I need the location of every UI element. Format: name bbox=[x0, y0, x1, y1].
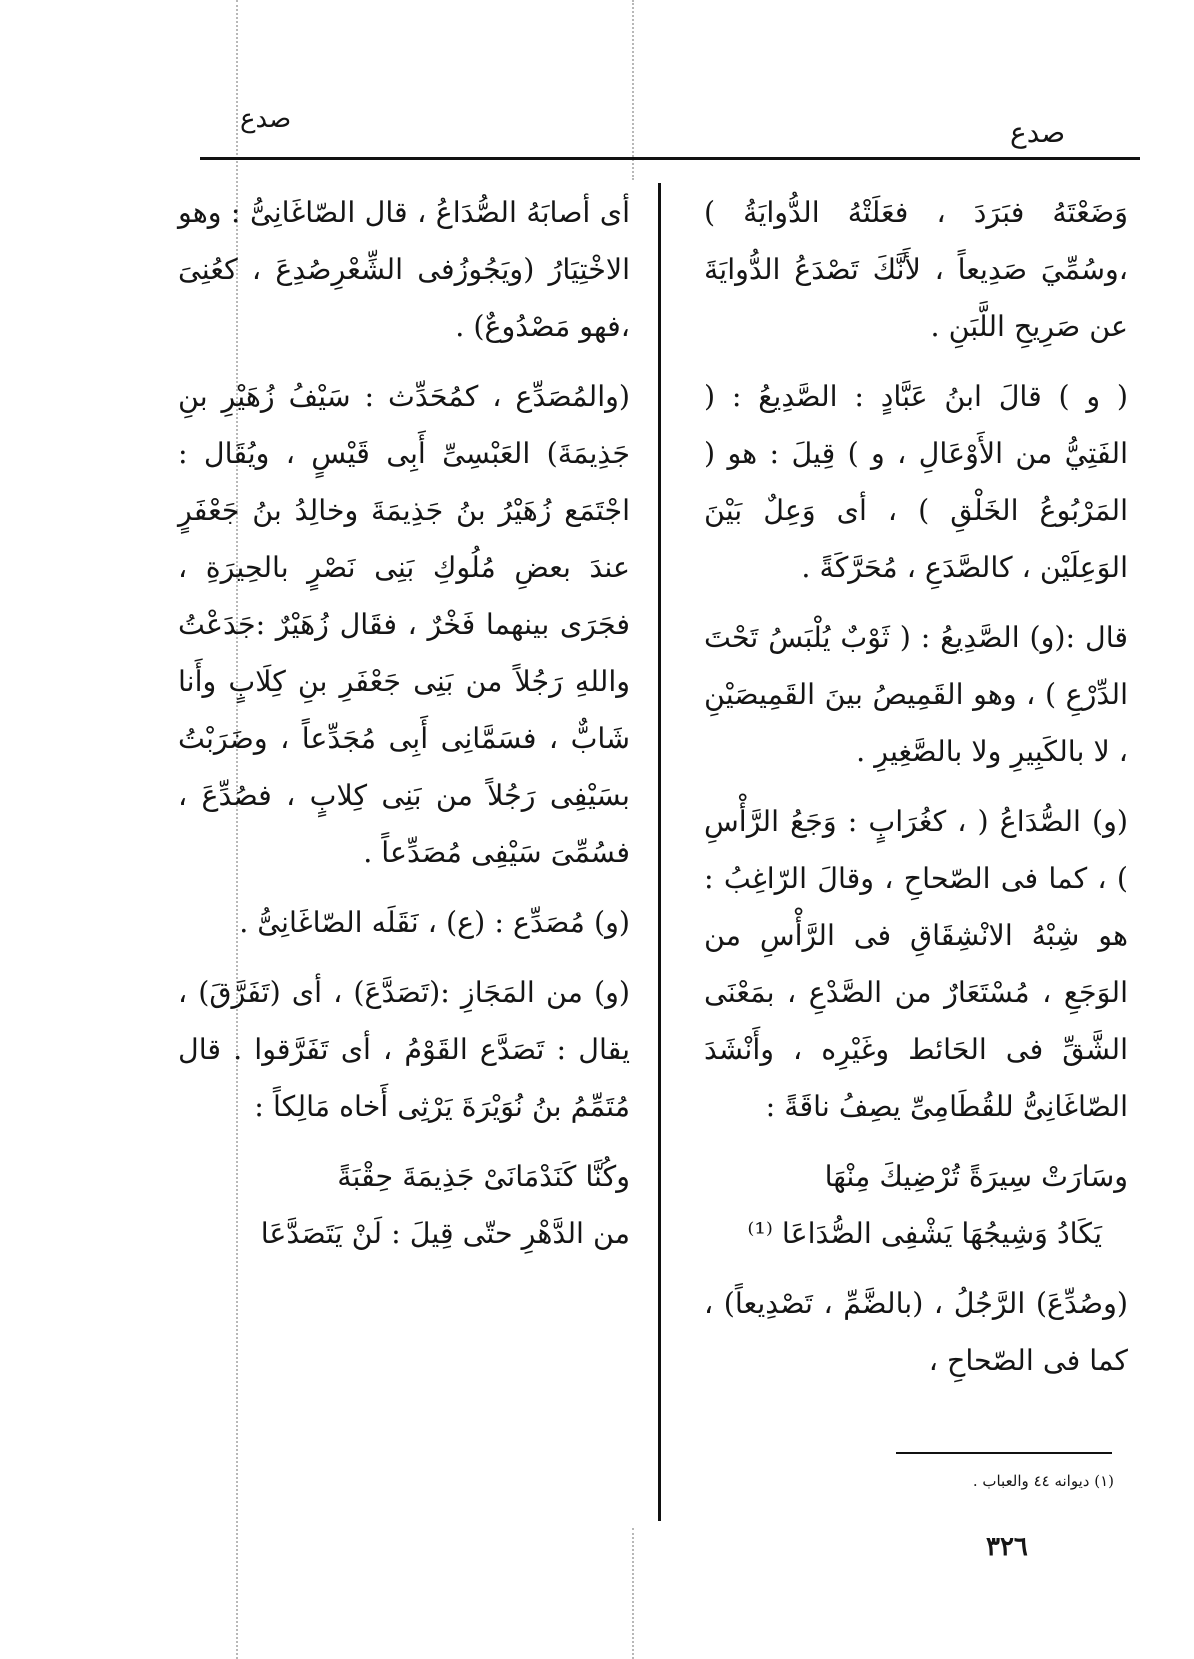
entry-paragraph: (والمُصَدِّع ، كمُحَدِّث : سَيْفُ زُهَيْرِ بنِ جَذِيمَةَ) العَبْسِىِّ أَبِى قَيْسٍ ، ويُقَال : اجْتَمَع زُهَيْرُ بنُ جَذِيمَةَ وخالِدُ بنُ جَعْفَرٍ عندَ بعضِ مُلُوكِ بَنِى نَصْرٍ بالحِيرَةِ ، فجَرَى بينهما فَخْرٌ ، فقَال زُهَيْرٌ :جَدَعْتُ واللهِ رَجُلاً من بَنِى جَعْفَرِ بنِ كِلَابٍ وأَنا شَابٌّ ، فسَمَّانِى أَبِى مُجَدِّعاً ، وضَرَبْتُ بسَيْفِى رَجُلاً من بَنِى كِلابٍ ، فصُدِّعَ ، فسُمِّىَ سَيْفِى مُصَدِّعاً . bbox=[178, 380, 630, 869]
verse-line: وسَارَتْ سِيرَةً تُرْضِيكَ مِنْهَا bbox=[824, 1160, 1128, 1193]
verse-line: وكُنَّا كَنَدْمَانَىْ جَذِيمَةَ حِقْبَةً bbox=[337, 1160, 630, 1193]
entry-paragraph: ( و ) قالَ ابنُ عَبَّادٍ : الصَّدِيعُ : ( الفَتِيُّ من الأَوْعَالِ ، و ) قِيلَ : هو ( المَرْبُوعُ الخَلْقِ ) ، أى وَعِلٌ بَيْنَ الوَعِلَيْن ، كالصَّدَعِ ، مُحَرَّكَةً . bbox=[704, 380, 1128, 584]
page-number: ٣٢٦ bbox=[986, 1532, 1028, 1562]
entry-paragraph: (و) من المَجَازِ :(تَصَدَّعَ) ، أى (تَفَرَّقَ) ، يقال : تَصَدَّع القَوْمُ ، أى تَفَرَّقوا . قال مُتَمِّمُ بنُ نُوَيْرَةَ يَرْثِى أَخاه مَالِكاً : bbox=[178, 976, 630, 1123]
verse-line: يَكَادُ وَشِيجُهَا يَشْفِى الصُّدَاعَا ⁽¹⁾ bbox=[747, 1217, 1102, 1250]
entry-paragraph: (و) الصُّدَاعُ ( ، كغُرَابٍ : وَجَعُ الرَّأْسِ ) ، كما فى الصّحاحِ ، وقالَ الرّاغِبُ : هو شِبْهُ الانْشِقَاقِ فى الرَّأْسِ من الوَجَعِ ، مُسْتَعَارٌ من الصَّدْعِ ، بمَعْنَى الشَّقِّ فى الحَائط وغَيْرِه ، وأَنْشَدَ الصّاغَانِىُّ للقُطَامِىِّ يصِفُ ناقَةً : bbox=[704, 805, 1128, 1123]
verse-line: من الدَّهْرِ حتّى قِيلَ : لَنْ يَتَصَدَّعَا bbox=[260, 1217, 630, 1250]
running-head-left: صدع bbox=[240, 104, 292, 134]
header-rule bbox=[200, 157, 1140, 160]
right-column bbox=[704, 184, 1128, 1402]
entry-paragraph: أى أصابَهُ الصُّدَاعُ ، قال الصّاغَانِىُّ : وهو الاخْتِيَارُ (ويَجُوزُفى الشِّعْرِصُدِعَ ، كعُنِىَ ،فهو مَصْدُوعٌ) . bbox=[178, 196, 630, 343]
entry-paragraph: (و) مُصَدِّع : (ع) ، نَقَلَه الصّاغَانِىُّ . bbox=[239, 906, 630, 939]
footnote-rule bbox=[896, 1452, 1112, 1454]
scan-fold-line bbox=[632, 1528, 634, 1659]
column-divider bbox=[658, 183, 661, 1521]
running-head-right: صدع bbox=[1010, 116, 1066, 149]
scan-fold-line bbox=[632, 0, 634, 180]
entry-paragraph: وَضَعْتَهُ فبَرَدَ ، فعَلَتْهُ الدُّوايَةُ ) ،وسُمِّيَ صَدِيعاً ، لأَنَّكَ تَصْدَعُ الدُّوايَةَ عن صَرِيحِ اللَّبَنِ . bbox=[704, 196, 1128, 343]
entry-paragraph: قال :(و) الصَّدِيعُ : ( ثَوْبٌ يُلْبَسُ تَحْتَ الدِّرْعِ ) ، وهو القَمِيصُ بينَ القَمِيصَيْنِ ، لا بالكَبِيرِ ولا بالصَّغِيرِ . bbox=[704, 621, 1128, 768]
entry-paragraph: (وصُدِّعَ) الرَّجُلُ ، (بالضَّمِّ ، تَصْدِيعاً) ، كما فى الصّحاحِ ، bbox=[704, 1287, 1128, 1377]
footnote: (١) ديوانه ٤٤ والعباب . bbox=[972, 1472, 1114, 1490]
left-column bbox=[178, 184, 630, 1262]
